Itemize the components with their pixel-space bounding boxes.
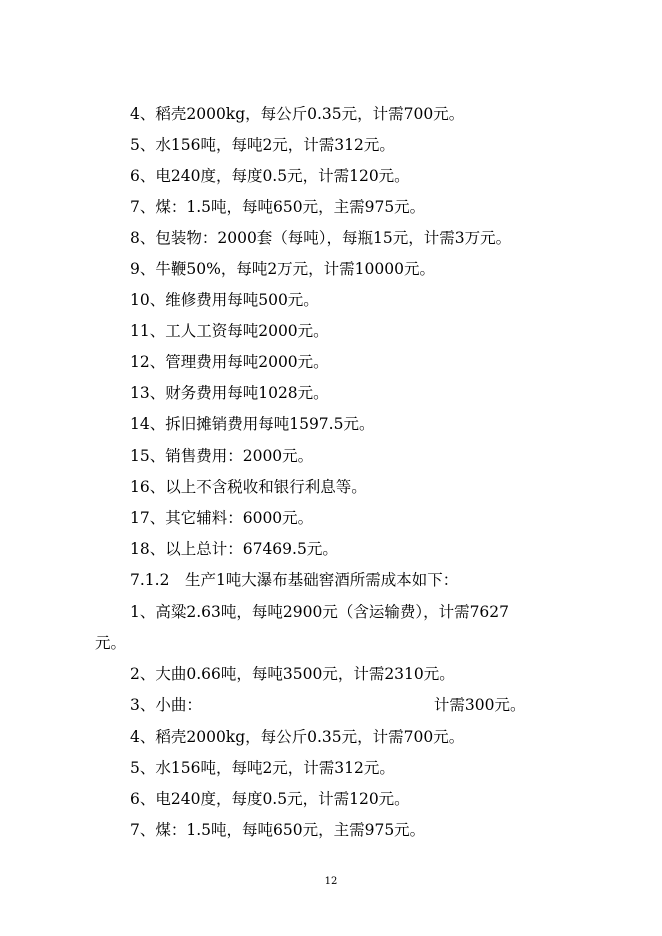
cost-item-12: 12、管理费用每吨2000元。 bbox=[130, 353, 329, 371]
cost-item-7: 7、煤：1.5吨，每吨650元，主需975元。 bbox=[130, 198, 426, 216]
page-number: 12 bbox=[324, 876, 338, 887]
cost-total: 18、以上总计：67469.5元。 bbox=[130, 540, 338, 558]
cost-item-6: 6、电240度，每度0.5元，计需120元。 bbox=[130, 167, 410, 185]
cost-item-10: 10、维修费用每吨500元。 bbox=[130, 291, 319, 309]
cost-item-13: 13、财务费用每吨1028元。 bbox=[130, 384, 329, 402]
cost-item-9: 9、牛鞭50%，每吨2万元，计需10000元。 bbox=[130, 260, 435, 278]
base-item-5: 5、水156吨，每吨2元，计需312元。 bbox=[130, 759, 395, 777]
cost-item-15: 15、销售费用：2000元。 bbox=[130, 447, 314, 465]
base-item-1-continued: 元。 bbox=[95, 634, 127, 652]
base-item-1: 1、高粱2.63吨，每吨2900元（含运输费），计需7627 bbox=[130, 603, 510, 621]
cost-item-11: 11、工人工资每吨2000元。 bbox=[130, 322, 329, 340]
base-item-4: 4、稻壳2000kg，每公斤0.35元，计需700元。 bbox=[130, 728, 465, 746]
cost-item-14: 14、拆旧摊销费用每吨1597.5元。 bbox=[130, 415, 375, 433]
section-heading: 7.1.2 生产1吨大瀑布基础窖酒所需成本如下： bbox=[130, 571, 459, 589]
cost-item-5: 5、水156吨，每吨2元，计需312元。 bbox=[130, 136, 395, 154]
base-item-3-label: 3、小曲： bbox=[130, 696, 202, 714]
cost-item-16: 16、以上不含税收和银行利息等。 bbox=[130, 478, 367, 496]
base-item-2: 2、大曲0.66吨，每吨3500元，计需2310元。 bbox=[130, 665, 455, 683]
cost-item-17: 17、其它辅料：6000元。 bbox=[130, 509, 314, 527]
cost-item-8: 8、包装物：2000套（每吨），每瓶15元，计需3万元。 bbox=[130, 229, 512, 247]
base-item-3-amount: 计需300元。 bbox=[433, 696, 526, 714]
base-item-3 bbox=[130, 695, 525, 717]
base-item-6: 6、电240度，每度0.5元，计需120元。 bbox=[130, 790, 410, 808]
cost-item-4: 4、稻壳2000kg，每公斤0.35元，计需700元。 bbox=[130, 105, 465, 123]
base-item-7: 7、煤：1.5吨，每吨650元，主需975元。 bbox=[130, 821, 426, 839]
